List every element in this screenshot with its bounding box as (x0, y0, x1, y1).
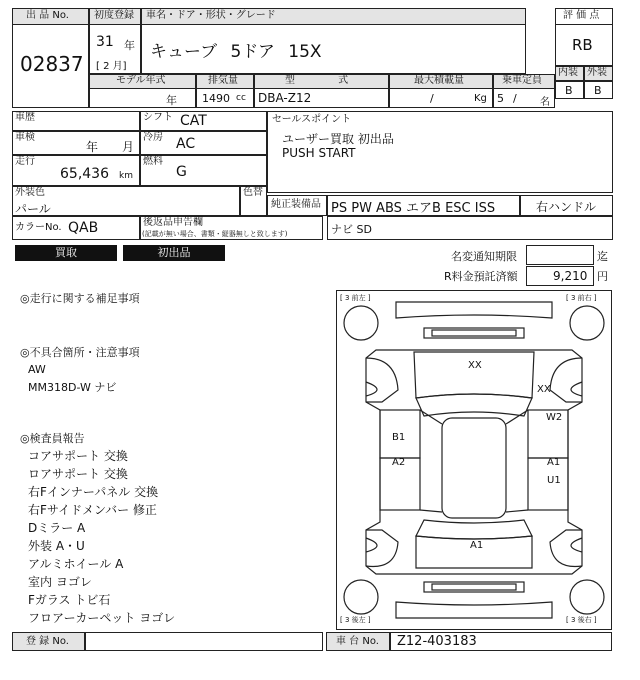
score-label: 評 価 点 (563, 10, 600, 21)
inspector-item: 右Fサイドメンバー 修正 (28, 503, 157, 517)
model-year-cell (89, 88, 196, 108)
name-change-box (526, 245, 594, 265)
ext-color-label: 外装色 (15, 187, 45, 198)
nav: ナビ SD (331, 223, 372, 236)
mark-roof-rear: A1 (470, 540, 484, 551)
inspector-item: 右Fインナーパネル 交換 (28, 485, 159, 499)
wheel-rear-right (570, 580, 604, 614)
steering: 右ハンドル (536, 200, 597, 214)
interior-grade: B (565, 84, 573, 97)
repaint-label: 色替 (243, 187, 263, 198)
lot-no-label: 出 品 No. (26, 10, 69, 21)
recycle-unit: 円 (597, 270, 608, 283)
ac: AC (176, 136, 196, 152)
color-no: QAB (68, 220, 99, 236)
score: RB (572, 36, 593, 54)
corner-front-right: [ 3 前右 ] (566, 294, 597, 302)
mark-left-rear-door: A2 (392, 457, 406, 468)
mileage: 65,436 (60, 166, 109, 182)
car-name: キューブ 5ドア 15X (150, 42, 322, 62)
inspector-item: アルミホイール A (28, 557, 124, 571)
right-rear-fender (550, 530, 582, 567)
defect-item: MM318D-W ナビ (28, 381, 117, 394)
equipment: PS PW ABS エアB ESC ISS (331, 201, 496, 216)
capacity-slash: / (513, 92, 517, 105)
capacity: 5 (497, 92, 504, 105)
sales-point-label: セールスポイント (272, 114, 352, 125)
shift: CAT (180, 113, 207, 129)
defect-item: AW (28, 363, 46, 376)
recycle-value: 9,210 (553, 269, 588, 283)
mark-right-rear-door-2: U1 (547, 475, 561, 486)
first-reg-month: [ 2 月] (96, 61, 127, 72)
inspector-item: 外装 A・U (28, 539, 85, 553)
capacity-unit: 名 (540, 97, 550, 108)
front-bumper (396, 302, 552, 318)
inspection-label: 車検 (15, 132, 35, 143)
corner-rear-right: [ 3 後右 ] (566, 616, 597, 624)
car-name-label: 車名・ドア・形状・グレード (146, 10, 276, 21)
reg-no-label: 登 録 No. (26, 636, 69, 647)
capacity-label: 乗車定員 (502, 75, 542, 86)
fuel: G (176, 164, 187, 180)
sales-point-2: PUSH START (282, 146, 356, 160)
inspector-title: ◎検査員報告 (20, 432, 85, 445)
color-no-label: カラーNo. (15, 222, 62, 233)
wheel-front-right (570, 306, 604, 340)
wheel-front-left (344, 306, 378, 340)
left-rear-fender (366, 530, 398, 567)
sales-point-1: ユーザー買取 初出品 (282, 132, 394, 146)
inspector-item: Dミラー A (28, 521, 86, 535)
corner-front-left: [ 3 前左 ] (340, 294, 371, 302)
inspector-item: ロアサポート 交換 (28, 467, 128, 481)
chassis-label: 車 台 No. (336, 636, 379, 647)
mark-right-rear-door: A1 (547, 457, 561, 468)
wheel-rear-left (344, 580, 378, 614)
mark-hood: XX (468, 360, 482, 371)
mark-right-front-door: W2 (546, 412, 563, 423)
inspection-year-unit: 年 (86, 140, 99, 154)
corner-rear-left: [ 3 後左 ] (340, 616, 371, 624)
car-body-diagram (336, 290, 612, 630)
fuel-label: 燃料 (143, 156, 163, 167)
max-load-unit: Kg (474, 93, 487, 104)
equipment-label: 純正装備品 (271, 199, 321, 210)
defects-title: ◎不具合箇所・注意事項 (20, 346, 140, 359)
first-listing-badge: 初出品 (123, 245, 225, 261)
driving-notes-title: ◎走行に関する補足事項 (20, 292, 140, 305)
aftermarket-label: 後返品申告欄 (143, 217, 203, 228)
model-year-unit: 年 (166, 94, 177, 107)
inspector-item: フロアーカーペット ヨゴレ (28, 611, 176, 625)
mileage-unit: km (119, 171, 133, 181)
type: DBA-Z12 (258, 91, 312, 105)
exterior-label: 外装 (587, 67, 607, 78)
displacement-unit: cc (236, 93, 246, 103)
interior-label: 内装 (558, 67, 578, 78)
left-front-fender (366, 358, 398, 402)
recycle-label: R料金預託済額 (444, 270, 518, 283)
buy-badge: 買取 (15, 245, 117, 261)
ext-color: パール (15, 202, 51, 216)
first-reg-year-unit: 年 (124, 39, 135, 52)
mileage-label: 走行 (15, 156, 35, 167)
chassis: Z12-403183 (397, 634, 477, 649)
mark-left-front-door: B1 (392, 432, 406, 443)
windshield (416, 394, 532, 416)
model-year-label: モデル年式 (116, 75, 166, 86)
rear-window (416, 520, 532, 539)
name-change-label: 名変通知期限 (451, 250, 517, 263)
right-front-fender (550, 358, 582, 402)
history-label: 車歴 (15, 112, 35, 123)
aftermarket-note: (記載が無い場合、書類・縦器無しと致します) (142, 230, 288, 238)
max-load-label: 最大積載量 (414, 75, 464, 86)
hood (414, 352, 534, 398)
shift-label: シフト (143, 112, 173, 123)
inspector-item: コアサポート 交換 (28, 449, 128, 463)
first-reg-year: 31 (96, 34, 114, 50)
reg-no-cell (85, 632, 323, 651)
ac-label: 冷房 (143, 132, 163, 143)
rear-bumper (396, 602, 552, 618)
roof (442, 418, 506, 518)
displacement-label: 排気量 (208, 75, 238, 86)
name-change-suffix: 迄 (597, 250, 608, 263)
first-reg-label: 初度登録 (94, 10, 134, 21)
max-load-slash: / (430, 92, 434, 105)
lot-no: 02837 (20, 52, 84, 76)
inspector-item: Fガラス トビ石 (28, 593, 111, 607)
inspector-item: 室内 ヨゴレ (28, 575, 92, 589)
type-label: 型 式 (285, 75, 349, 86)
mark-right-front: XX (537, 384, 551, 395)
exterior-grade: B (594, 84, 602, 97)
displacement: 1490 (202, 92, 230, 105)
inspection-month-unit: 月 (122, 140, 135, 154)
